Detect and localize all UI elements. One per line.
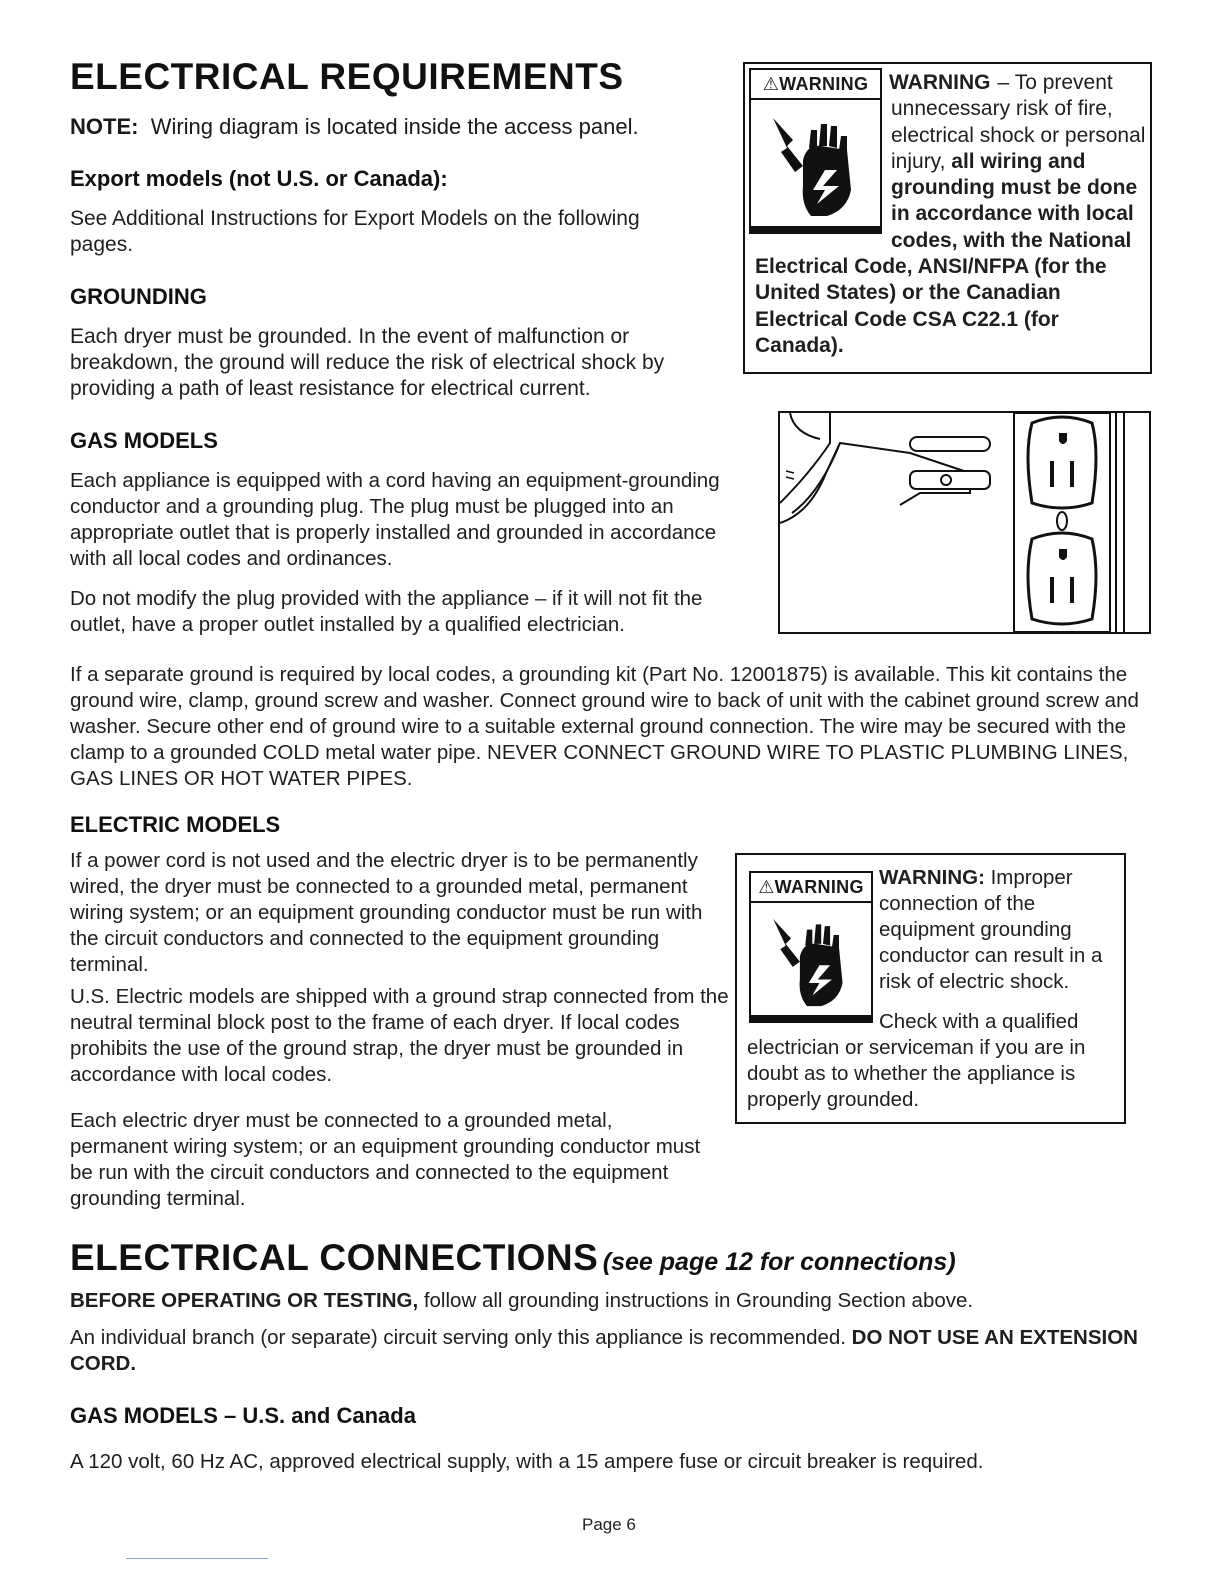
warning-label: ⚠WARNING (749, 68, 882, 100)
export-heading: Export models (not U.S. or Canada): (70, 166, 448, 191)
warning-box-grounding (735, 853, 1126, 1124)
electric-models-heading: ELECTRIC MODELS (70, 812, 281, 837)
warning2-triangle-icon: ⚠ (758, 877, 775, 897)
grounding-heading: GROUNDING (70, 284, 207, 309)
note-text: Wiring diagram is located inside the access panel. (150, 114, 639, 139)
electrical-shock-hand-icon-2 (749, 903, 873, 1023)
ground-kit-text: If a separate ground is required by local codes, a grounding kit (Part No. 12001875) is available. This kit contains the ground wire, clamp, ground screw and washer. Connect ground wire to back of unit with the cabinet ground screw and washer. Secure other end of ground wire to a suitable external ground connection. The wire may be secured with the clamp to a grounded COLD metal water pipe. NEVER CONNECT GROUND WIRE TO PLASTIC PLUMBING LINES, GAS LINES OR HOT WATER PIPES. (70, 663, 1139, 790)
gas-models-p2: Do not modify the plug provided with the appliance – if it will not fit the outlet, have a proper outlet installed by a qualified electrician. (70, 587, 703, 636)
electric-models-p1: If a power cord is not used and the electric dryer is to be permanently wired, the dryer must be connected to a grounded metal, permanent wiring system; or an equipment grounding conductor must be run with the circuit conductors and connected to the equipment grounding terminal. (70, 849, 703, 976)
bottom-divider (126, 1558, 268, 1559)
page-title: ELECTRICAL REQUIREMENTS (70, 56, 624, 97)
branch-circuit-text: An individual branch (or separate) circuit serving only this appliance is recommended. DO NOT USE AN EXTENSION CORD. (70, 1326, 1138, 1375)
before-operating-text: BEFORE OPERATING OR TESTING, follow all grounding instructions in Grounding Section above. (70, 1289, 974, 1312)
warning2-text2: Check with a qualified electrician or serviceman if you are in doubt as to whether the appliance is properly grounded. (747, 1010, 1086, 1111)
note-label: NOTE: (70, 114, 139, 139)
warning-box-fire (743, 62, 1152, 374)
grounding-plug-illustration (780, 413, 1149, 632)
connections-title: ELECTRICAL CONNECTIONS (see page 12 for connections) (70, 1237, 956, 1278)
electric-models-p2: U.S. Electric models are shipped with a ground strap connected from the neutral terminal block post to the frame of each dryer. If local codes prohibits the use of the ground strap, the dryer must be grounded in accordance with local codes. (70, 985, 729, 1086)
gas-models-heading: GAS MODELS (70, 428, 218, 453)
gas-models-p1: Each appliance is equipped with a cord having an equipment-grounding conductor and a grounding plug. The plug must be plugged into an appropriate outlet that is properly installed and grounded in accordance with all local codes and ordinances. (70, 469, 720, 570)
warning2-text: WARNING: Improper connection of the equipment grounding conductor can result in a risk of electric shock. (879, 866, 1103, 993)
note (70, 113, 730, 141)
export-text: See Additional Instructions for Export Models on the following pages. (70, 207, 640, 256)
gas-connections-text: A 120 volt, 60 Hz AC, approved electrical supply, with a 15 ampere fuse or circuit breaker is required. (70, 1450, 984, 1473)
page-number: Page 6 (582, 1515, 636, 1534)
electric-models-p3: Each electric dryer must be connected to a grounded metal, permanent wiring system; or an equipment grounding conductor must be run with the circuit conductors and connected to the equipment grounding terminal. (70, 1109, 701, 1210)
warning-triangle-icon: ⚠ (762, 74, 780, 94)
warning2-label: ⚠WARNING (749, 871, 873, 903)
grounding-text: Each dryer must be grounded. In the event of malfunction or breakdown, the ground will reduce the risk of electrical shock by providing a path of least resistance for electrical current. (70, 325, 665, 400)
plug-outlet-figure (778, 411, 1151, 634)
warning2-badge (749, 871, 873, 1023)
warning1-top-text: WARNING (889, 71, 991, 94)
gas-connections-heading: GAS MODELS – U.S. and Canada (70, 1403, 416, 1428)
warning1-text: – To prevent unnecessary risk of fire, electrical shock or personal injury, all wiring and grounding must be done in accordance with local codes, with the National Electrical Code, ANSI/NFPA (for the United States) or the Canadian Electrical Code CSA C22.1 (for Canada). (755, 71, 1146, 357)
